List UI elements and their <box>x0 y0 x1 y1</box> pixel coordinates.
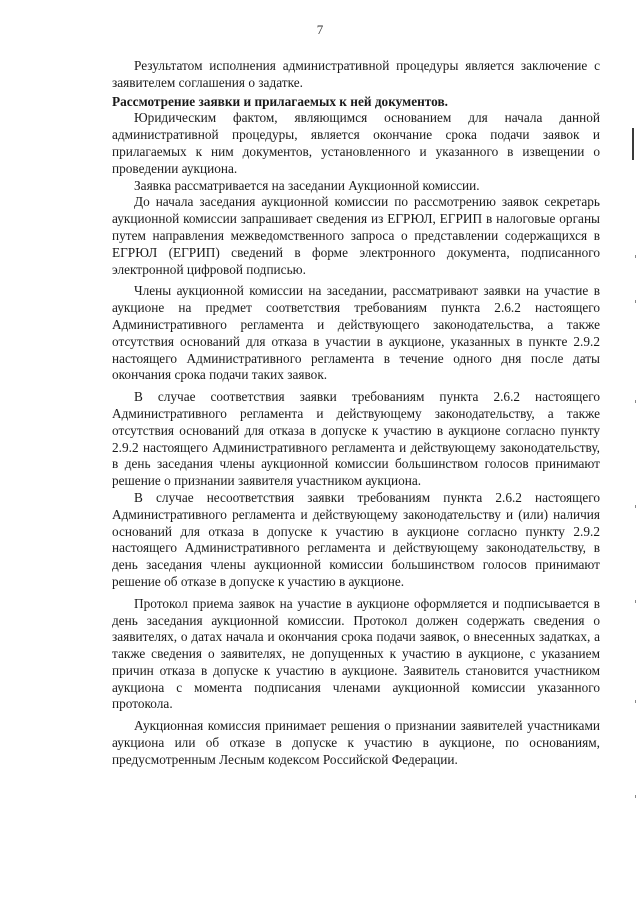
paragraph-compliance-case: В случае соответствия заявки требованиям пункта 2.6.2 настоящего Административного регламента и действующему законодательству, а также отсутствия оснований для отказа в допуске к участию в аукционе согласно пункту 2.9.2 настоящего Административного регламента и действующему законодательству, в день заседания члены аукционной комиссии большинством голосов принимают решение о признании заявителя участником аукциона. <box>112 389 600 489</box>
scan-artifact <box>635 255 636 258</box>
paragraph-members-review: Члены аукционной комиссии на заседании, рассматривают заявки на участие в аукционе на предмет соответствия требованиям пункта 2.6.2 настоящего Административного регламента и действующего законодательства, а также отсутствия оснований для отказа в участии в аукционе, указанных в пункте 2.9.2 настоящего Административного регламента в течение одного дня после даты окончания срока подачи таких заявок. <box>112 283 600 383</box>
paragraph-noncompliance-case: В случае несоответствия заявки требованиям пункта 2.6.2 настоящего Административного регламента и действующему законодательству и (или) наличия оснований для отказа в допуске к участию в аукционе согласно пункту 2.9.2 настоящего Административного регламента и действующему законодательству, в день заседания члены аукционной комиссии большинством голосов принимают решение об отказе в допуске к участию в аукционе. <box>112 489 600 589</box>
section-heading: Рассмотрение заявки и прилагаемых к ней документов. <box>112 93 448 109</box>
paragraph-commission-decisions: Аукционная комиссия принимает решения о признании заявителей участниками аукциона или об отказе в допуске к участию в аукционе, по основаниям, предусмотренным Лесным кодексом Российской Федерации. <box>112 718 600 767</box>
scan-edge-mark <box>632 128 634 160</box>
paragraph-legal-fact: Юридическим фактом, являющимся основанием для начала данной административной процедуры, является окончание срока подачи заявок и прилагаемых к ним документов, установленного и указанного в извещении о проведении аукциона. <box>112 110 600 176</box>
paragraph-commission-meeting: Заявка рассматривается на заседании Аукционной комиссии. <box>134 177 480 193</box>
scan-artifact <box>635 400 636 403</box>
page-number: 7 <box>316 22 324 37</box>
scan-artifact <box>635 795 636 798</box>
paragraph-result: Результатом исполнения административной процедуры является заключение с заявителем соглашения о задатке. <box>112 58 600 90</box>
paragraph-secretary-request: До начала заседания аукционной комиссии по рассмотрению заявок секретарь аукционной комиссии запрашивает сведения из ЕГРЮЛ, ЕГРИП в налоговые органы путем направления межведомственного запроса о представлении содержащихся в ЕГРЮЛ (ЕГРИП) сведений в форме электронного документа, подписанного электронной цифровой подписью. <box>112 194 600 277</box>
scan-artifact <box>635 600 636 603</box>
scan-artifact <box>635 300 636 303</box>
paragraph-protocol: Протокол приема заявок на участие в аукционе оформляется и подписывается в день заседания аукционной комиссии. Протокол должен содержать сведения о заявителях, о датах начала и окончания срока подачи заявок, о внесенных задатках, а также сведения о заявителях, не допущенных к участию в аукционе, с указанием причин отказа в допуске к участию в аукционе. Заявитель становится участником аукциона с момента подписания членами аукционной комиссии указанного протокола. <box>112 595 600 712</box>
document-body <box>112 58 600 769</box>
scan-artifact <box>635 700 636 703</box>
scan-artifact <box>635 505 636 508</box>
